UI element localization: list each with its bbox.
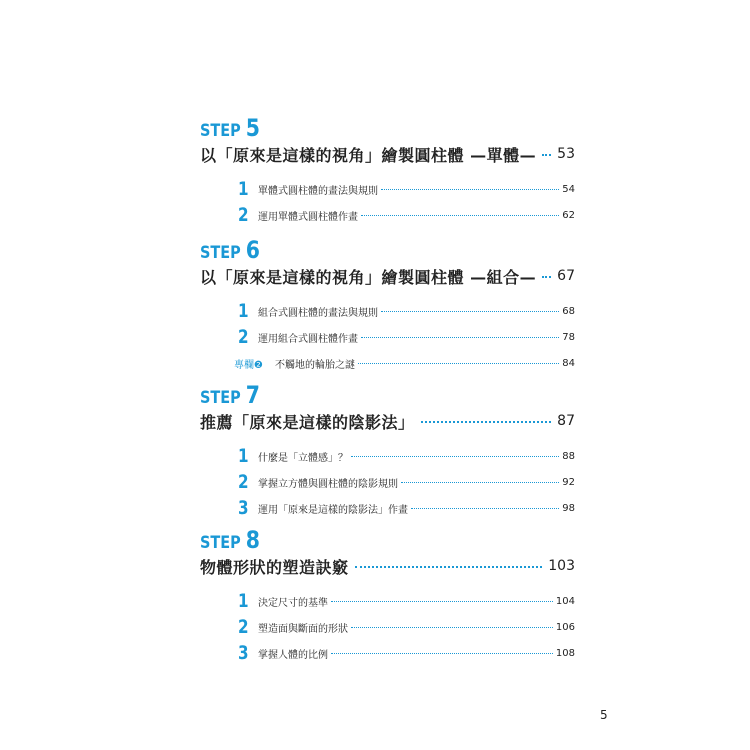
item-label: 塑造面與斷面的形狀: [258, 623, 348, 635]
dot-leader: [381, 189, 559, 190]
toc-item[interactable]: [238, 495, 575, 521]
toc-item[interactable]: [238, 324, 575, 350]
page-number: 5: [600, 708, 608, 722]
page-ref: 54: [562, 183, 575, 195]
item-number: 1: [238, 445, 249, 467]
section-title: 推薦「原來是這樣的陰影法」: [200, 412, 415, 432]
dot-leader: [381, 311, 559, 312]
page-ref: 104: [555, 595, 575, 607]
step-number: 7: [245, 381, 260, 409]
item-label: 運用組合式圓柱體作畫: [258, 333, 358, 345]
toc-item[interactable]: [238, 588, 575, 614]
item-number: 1: [238, 178, 249, 200]
item-number: 2: [238, 616, 249, 638]
toc-item[interactable]: [238, 640, 575, 666]
section-title: 以「原來是這樣的視角」繪製圓柱體 —組合—: [200, 267, 537, 287]
section-title: 以「原來是這樣的視角」繪製圓柱體 —單體—: [200, 145, 537, 165]
item-number: 1: [238, 300, 249, 322]
step-label: STEP 6: [200, 236, 260, 264]
page-ref: 68: [562, 305, 575, 317]
item-label: 決定尺寸的基準: [258, 597, 328, 609]
item-label: 運用「原來是這樣的陰影法」作畫: [258, 504, 408, 516]
page-ref: 106: [555, 621, 575, 633]
dot-leader: [331, 653, 553, 654]
dot-leader: [401, 482, 559, 483]
toc-section-step-7: [200, 381, 575, 521]
toc-item[interactable]: [238, 614, 575, 640]
dot-leader: [361, 337, 559, 338]
column-tag: 專欄❷: [234, 359, 263, 371]
dot-leader: [542, 154, 551, 156]
toc-column-item[interactable]: [200, 350, 575, 376]
dot-leader: [421, 421, 552, 423]
step-number: 8: [245, 526, 260, 554]
page-ref: 84: [562, 357, 575, 369]
section-title: 物體形狀的塑造訣竅: [200, 557, 349, 577]
page-ref: 53: [557, 146, 575, 162]
item-label: 不觸地的輪胎之謎: [274, 359, 355, 371]
page-ref: 62: [562, 209, 575, 221]
toc-heading[interactable]: [200, 264, 575, 288]
toc-section-step-5: [200, 114, 575, 228]
item-number: 2: [238, 471, 249, 493]
step-label: STEP 8: [200, 526, 260, 554]
item-number: 3: [238, 642, 249, 664]
dot-leader: [411, 508, 559, 509]
page-ref: 67: [557, 268, 575, 284]
dot-leader: [358, 363, 559, 364]
item-label: 什麼是「立體感」？: [258, 452, 348, 464]
dot-leader: [351, 627, 553, 628]
item-label: 組合式圓柱體的畫法與規則: [258, 307, 378, 319]
step-number: 5: [245, 114, 260, 142]
toc-heading[interactable]: [200, 409, 575, 433]
page-ref: 92: [562, 476, 575, 488]
item-label: 單體式圓柱體的畫法與規則: [258, 185, 378, 197]
dot-leader: [355, 566, 543, 568]
toc-item[interactable]: [238, 202, 575, 228]
toc-heading[interactable]: [200, 554, 575, 578]
toc-section-step-8: [200, 526, 575, 666]
item-number: 2: [238, 204, 249, 226]
page-ref: 103: [548, 558, 575, 574]
page-ref: 78: [562, 331, 575, 343]
page-ref: 98: [562, 502, 575, 514]
step-label: STEP 5: [200, 114, 260, 142]
item-number: 2: [238, 326, 249, 348]
item-label: 掌握立方體與圓柱體的陰影規則: [258, 478, 398, 490]
dot-leader: [331, 601, 553, 602]
item-label: 運用單體式圓柱體作畫: [258, 211, 358, 223]
toc-item[interactable]: [238, 298, 575, 324]
item-number: 1: [238, 590, 249, 612]
page-ref: 88: [562, 450, 575, 462]
step-label: STEP 7: [200, 381, 260, 409]
dot-leader: [351, 456, 559, 457]
toc-item[interactable]: [238, 176, 575, 202]
toc-item[interactable]: [238, 443, 575, 469]
item-number: 3: [238, 497, 249, 519]
toc-heading[interactable]: [200, 142, 575, 166]
toc-item[interactable]: [238, 469, 575, 495]
page-ref: 87: [557, 413, 575, 429]
page-ref: 108: [555, 647, 575, 659]
dot-leader: [542, 276, 551, 278]
dot-leader: [361, 215, 559, 216]
step-number: 6: [245, 236, 260, 264]
toc-section-step-6: [200, 236, 575, 376]
item-label: 掌握人體的比例: [258, 649, 328, 661]
